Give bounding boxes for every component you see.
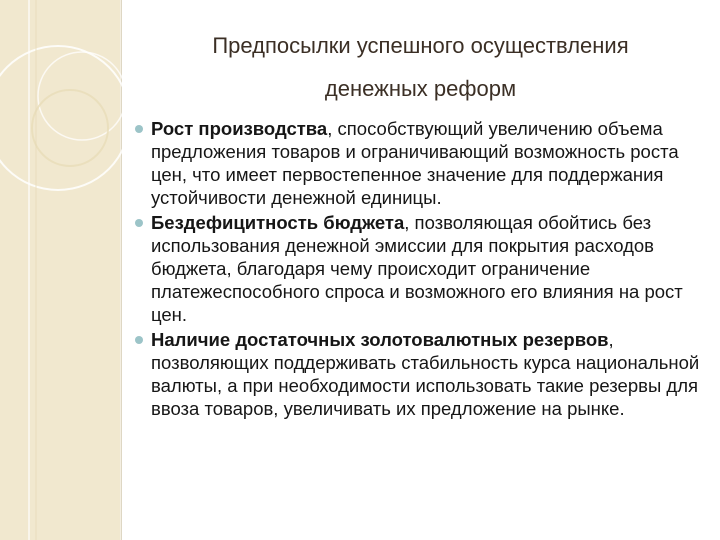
slide-title-line-1: Предпосылки успешного осуществления bbox=[212, 33, 629, 58]
bullet-item bbox=[134, 211, 700, 326]
bullet-dot-icon bbox=[135, 336, 143, 344]
bullet-lead: Бездефицитность бюджета bbox=[151, 212, 405, 233]
bullet-list bbox=[134, 117, 700, 422]
bullet-dot-icon bbox=[135, 125, 143, 133]
left-decorative-band bbox=[0, 0, 120, 540]
bullet-item bbox=[134, 117, 700, 209]
slide-title-line-2: денежных реформ bbox=[324, 76, 517, 101]
bullet-item bbox=[134, 328, 700, 420]
bullet-text: , позволяющих поддерживать стабильность курса национальной валюты, а при необходимости использовать такие резервы для ввоза товаров, увеличивать их предложение на рынке. bbox=[151, 329, 700, 419]
bullet-text: , позволяющая обойтись без использования денежной эмиссии для покрытия расходов бюджета, благодаря чему происходит ограничение платежеспособного спроса и возможного его влияния на рост цен. bbox=[151, 212, 683, 325]
bullet-lead: Наличие достаточных золотовалютных резервов bbox=[151, 329, 609, 350]
bullet-lead: Рост производства bbox=[151, 118, 328, 139]
bullet-text: , способствующий увеличению объема предложения товаров и ограничивающий возможность роста цен, что имеет первостепенное значение для поддержания устойчивости денежной единицы. bbox=[151, 118, 679, 208]
bullet-dot-icon bbox=[135, 219, 143, 227]
